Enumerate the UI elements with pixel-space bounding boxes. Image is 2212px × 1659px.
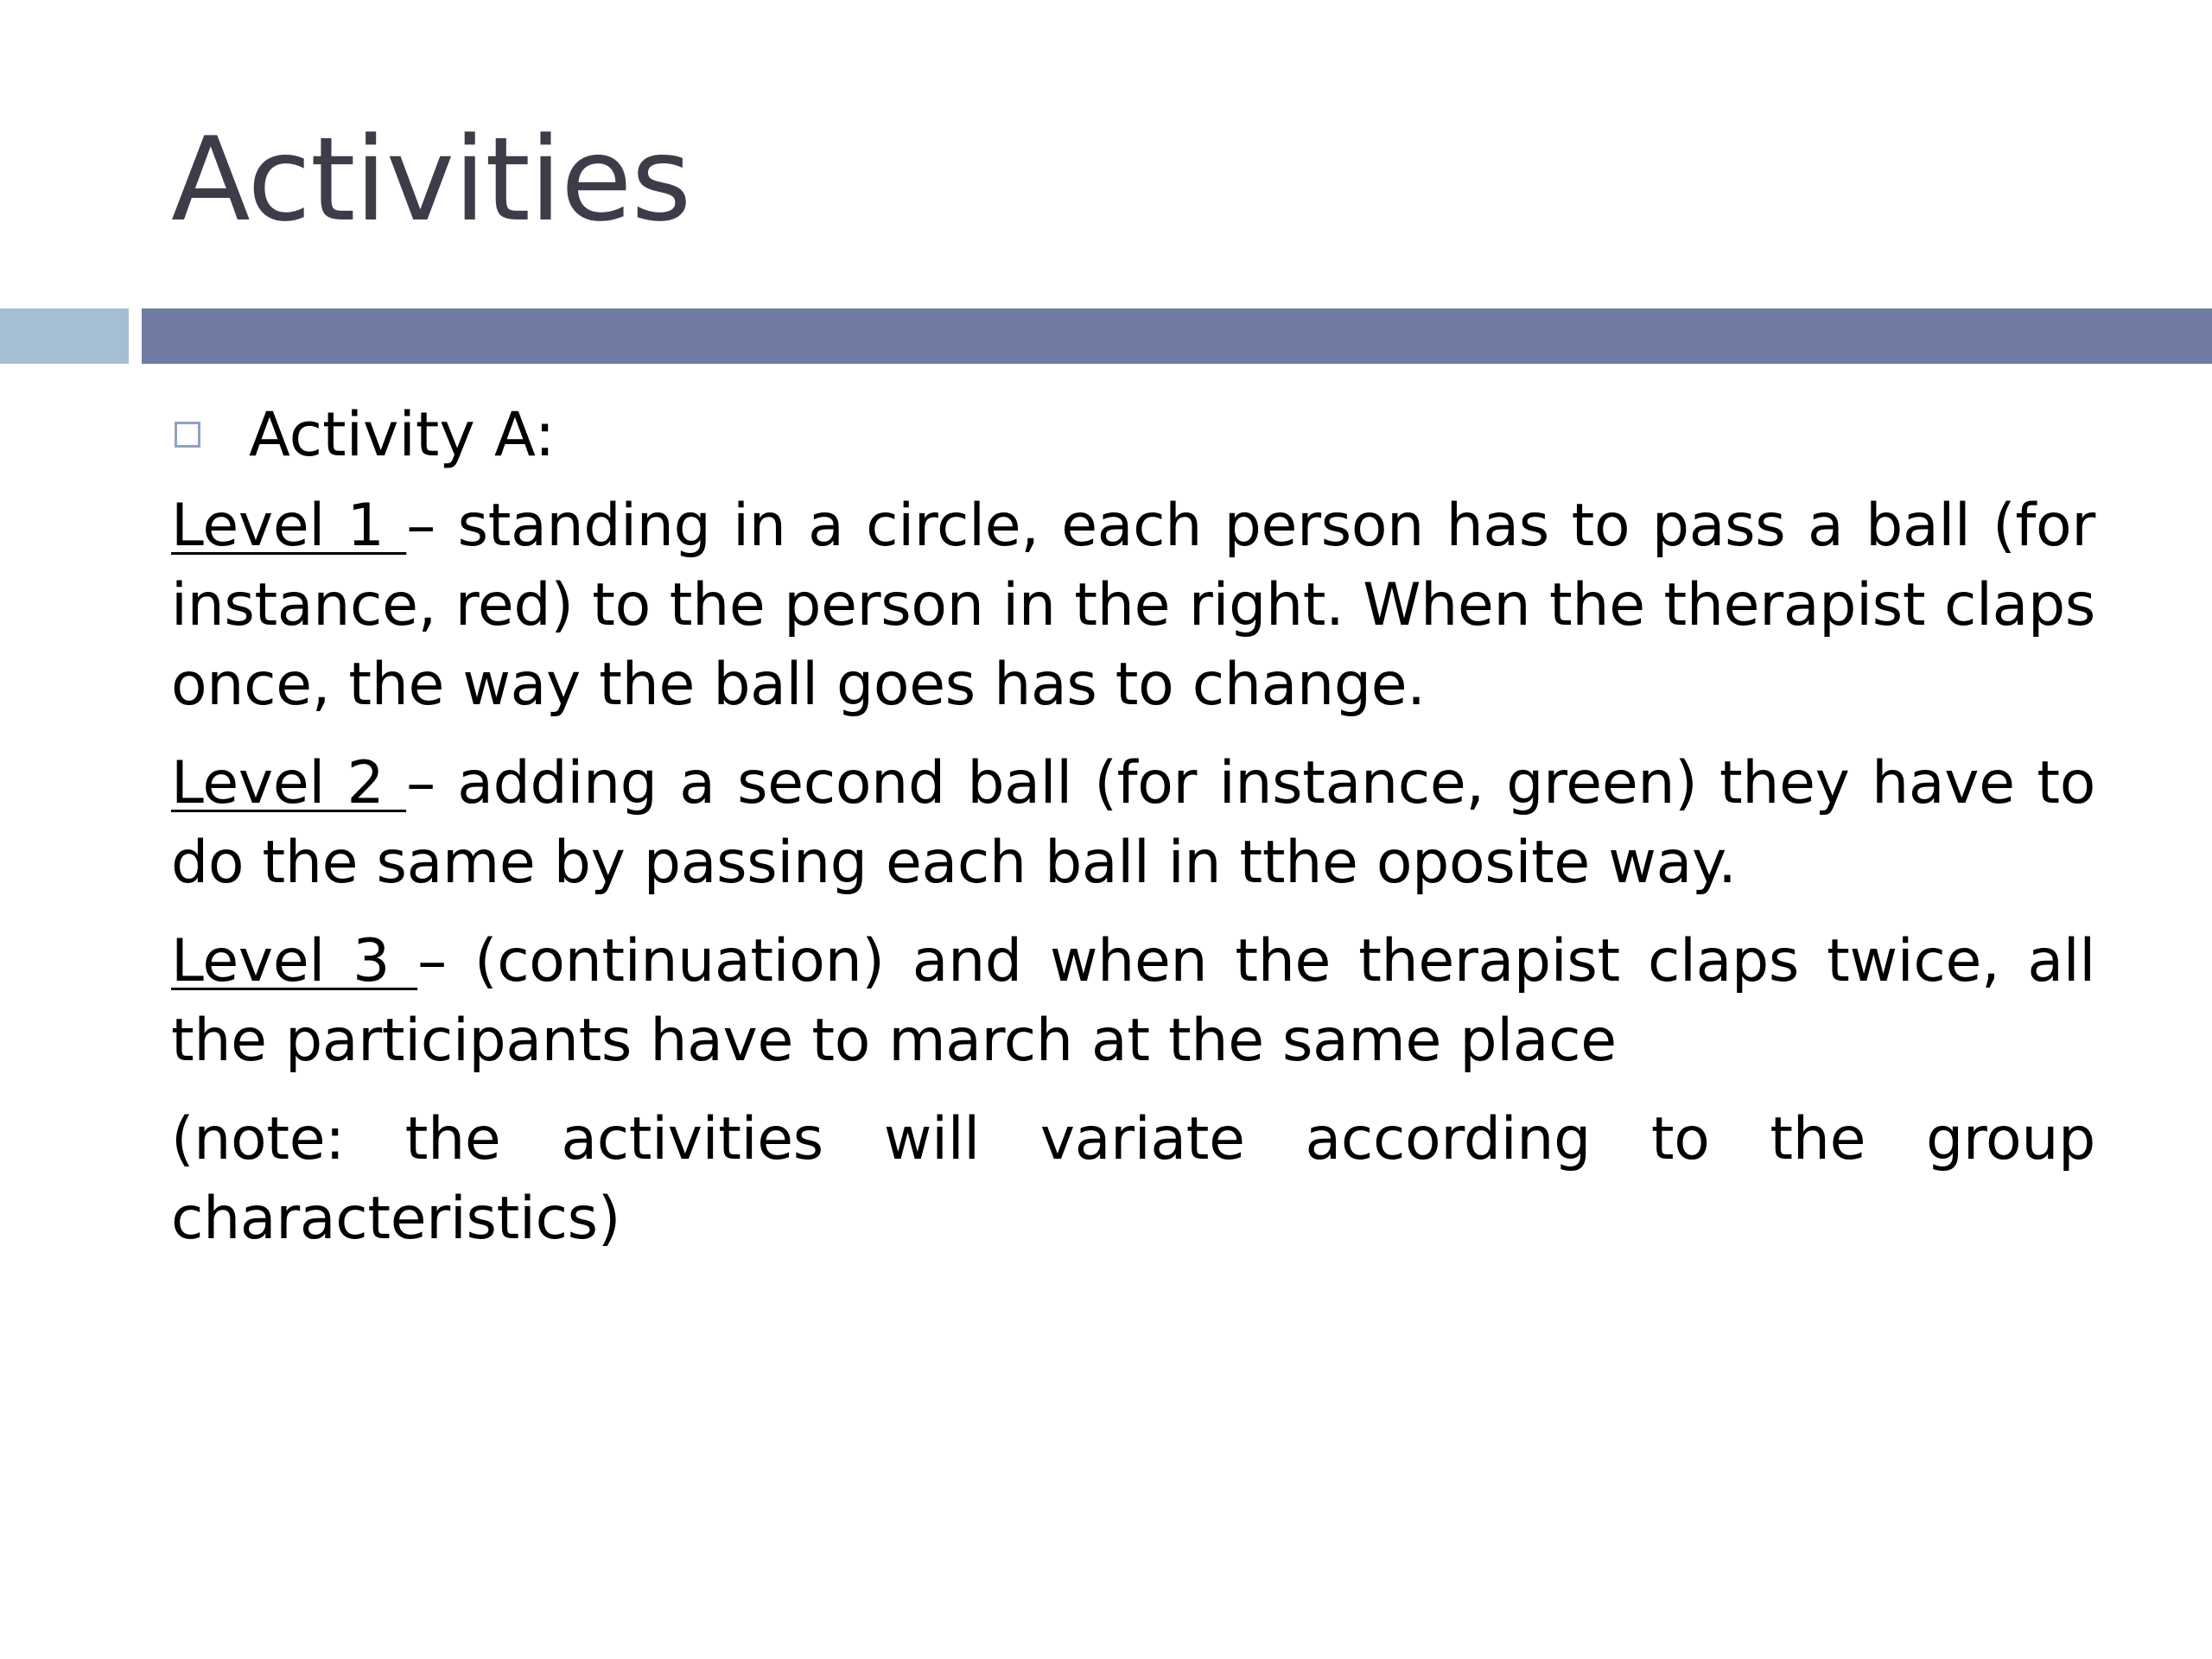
- level-3-text: – (continuation) and when the therapist claps twice, all the participants have to march at the same place: [171, 927, 2095, 1075]
- note-paragraph: (note: the activities will variate according to the group characteristics): [171, 1105, 2095, 1253]
- level-2-label: Level 2: [171, 749, 407, 817]
- level-2-text: – adding a second ball (for instance, green) they have to do the same by passing each ball in tthe oposite way.: [171, 749, 2095, 897]
- square-bullet-icon: [175, 422, 200, 448]
- level-1-text: – standing in a circle, each person has to pass a ball (for instance, red) to the person in the right. When the therapist claps once, the way the ball goes has to change.: [171, 492, 2095, 719]
- level-1-label: Level 1: [171, 492, 407, 560]
- accent-bar-left: [0, 308, 129, 364]
- level-1-paragraph: [171, 486, 2095, 725]
- bullet-item: [171, 393, 2095, 476]
- level-3-label: Level 3: [171, 927, 418, 995]
- level-2-paragraph: [171, 744, 2095, 903]
- accent-bar-main: [142, 308, 2212, 364]
- slide-title: Activities: [171, 112, 691, 247]
- level-3-paragraph: [171, 922, 2095, 1081]
- slide-body: [171, 393, 2095, 1278]
- bullet-label: Activity A:: [249, 399, 556, 470]
